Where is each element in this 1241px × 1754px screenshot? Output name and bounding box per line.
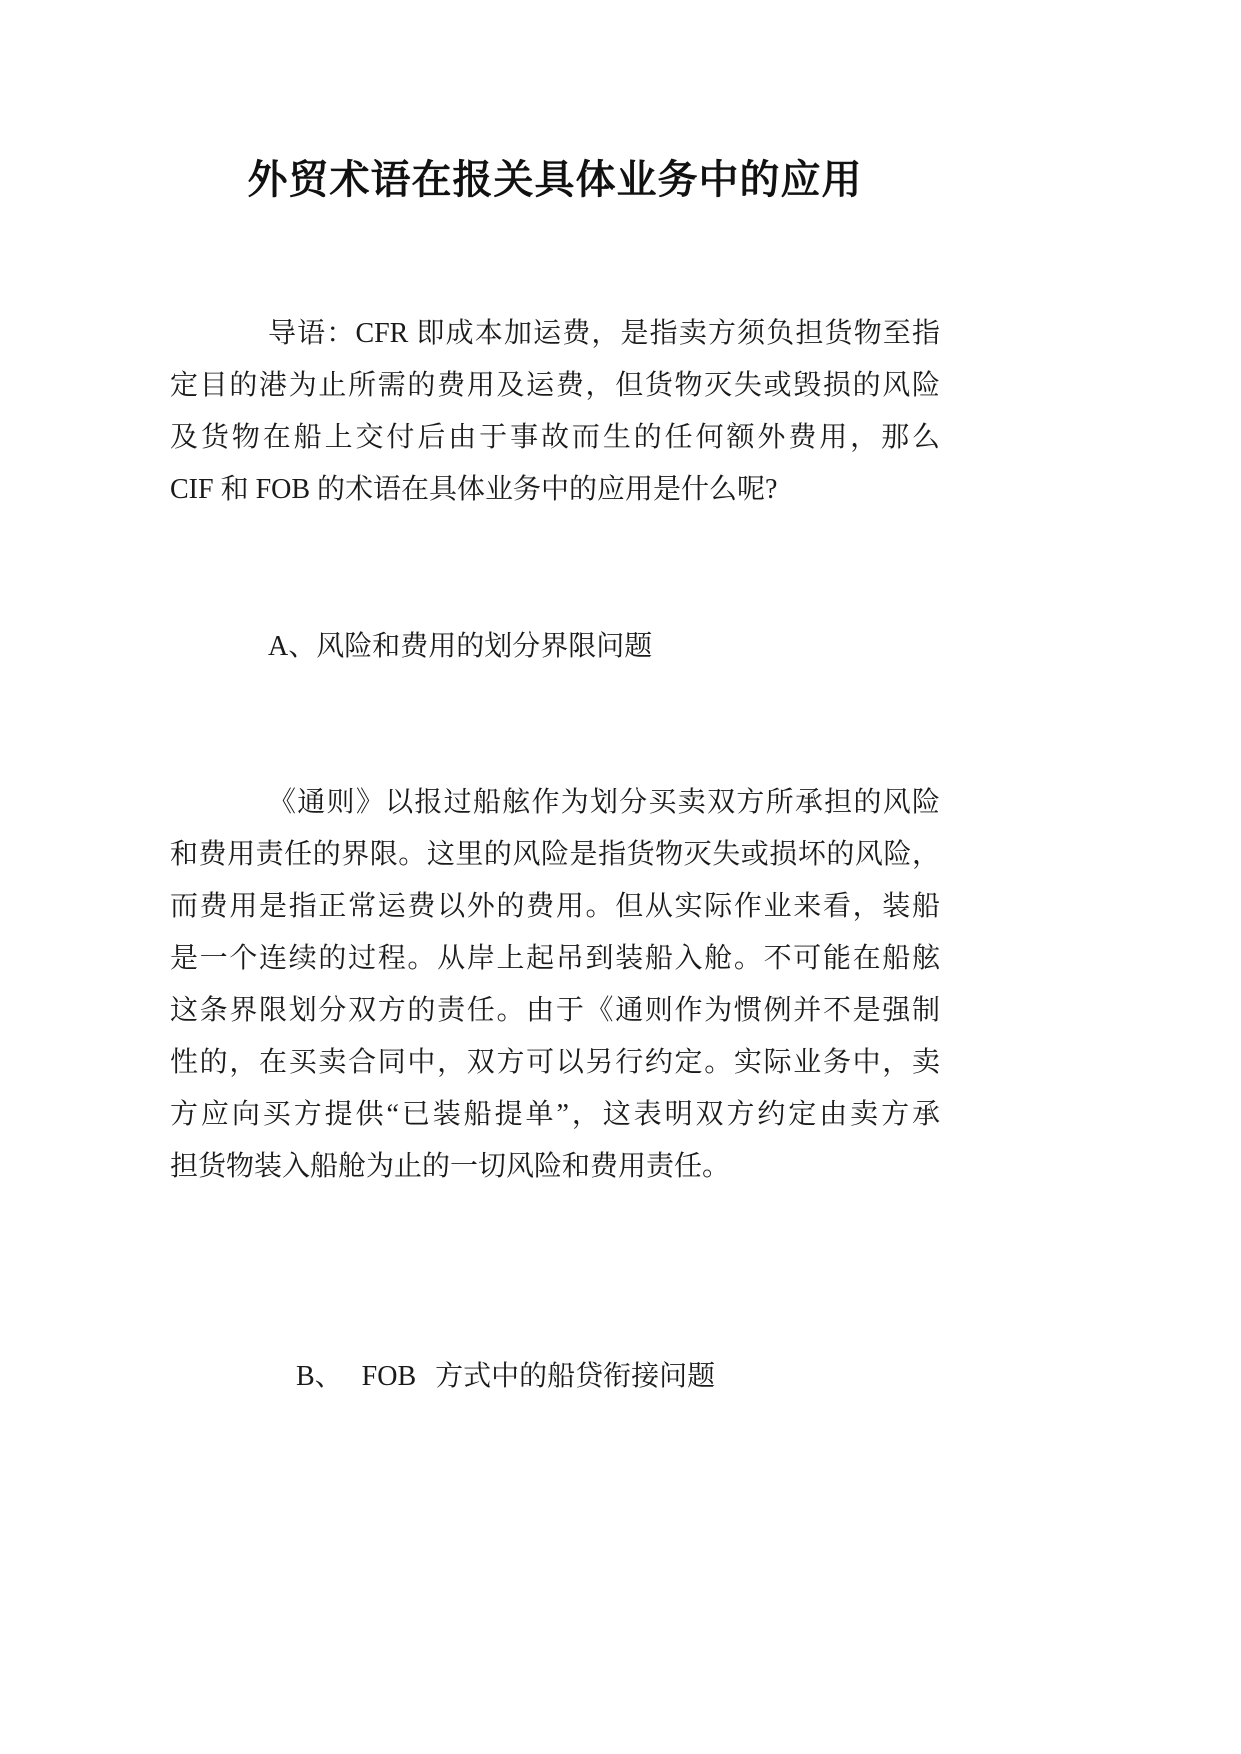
section-a-line: 是一个连续的过程。从岸上起吊到装船入舱。不可能在船舷 [170,943,940,974]
intro-paragraph [170,308,940,516]
section-a-heading: A、风险和费用的划分界限问题 [268,631,653,662]
section-a-line: 而费用是指正常运费以外的费用。但从实际作业来看，装船 [170,891,940,922]
document-title: 外贸术语在报关具体业务中的应用 [247,157,863,202]
section-b-heading-text: B、 FOB 方式中的船贷衔接问题 [296,1361,716,1392]
section-a-line: 方应向买方提供“已装船提单”，这表明双方约定由卖方承 [170,1099,940,1130]
section-a-line: 和费用责任的界限。这里的风险是指货物灭失或损坏的风险， [170,839,940,870]
intro-line: 定目的港为止所需的费用及运费，但货物灭失或毁损的风险 [170,370,940,401]
section-a-line: 担货物装入船舱为止的一切风险和费用责任。 [170,1151,731,1182]
section-b-heading [268,1299,940,1392]
intro-line: 及货物在船上交付后由于事故而生的任何额外费用，那么 [170,422,940,453]
section-a-line: 性的，在买卖合同中，双方可以另行约定。实际业务中，卖 [170,1047,940,1078]
section-a-paragraph [170,777,940,1193]
intro-line: 导语：CFR 即成本加运费，是指卖方须负担货物至指 [268,318,940,349]
intro-line: CIF 和 FOB 的术语在具体业务中的应用是什么呢? [170,474,778,505]
section-a-line: 这条界限划分双方的责任。由于《通则作为惯例并不是强制 [170,995,940,1026]
section-a-line: 《通则》以报过船舷作为划分买卖双方所承担的风险 [268,787,940,818]
